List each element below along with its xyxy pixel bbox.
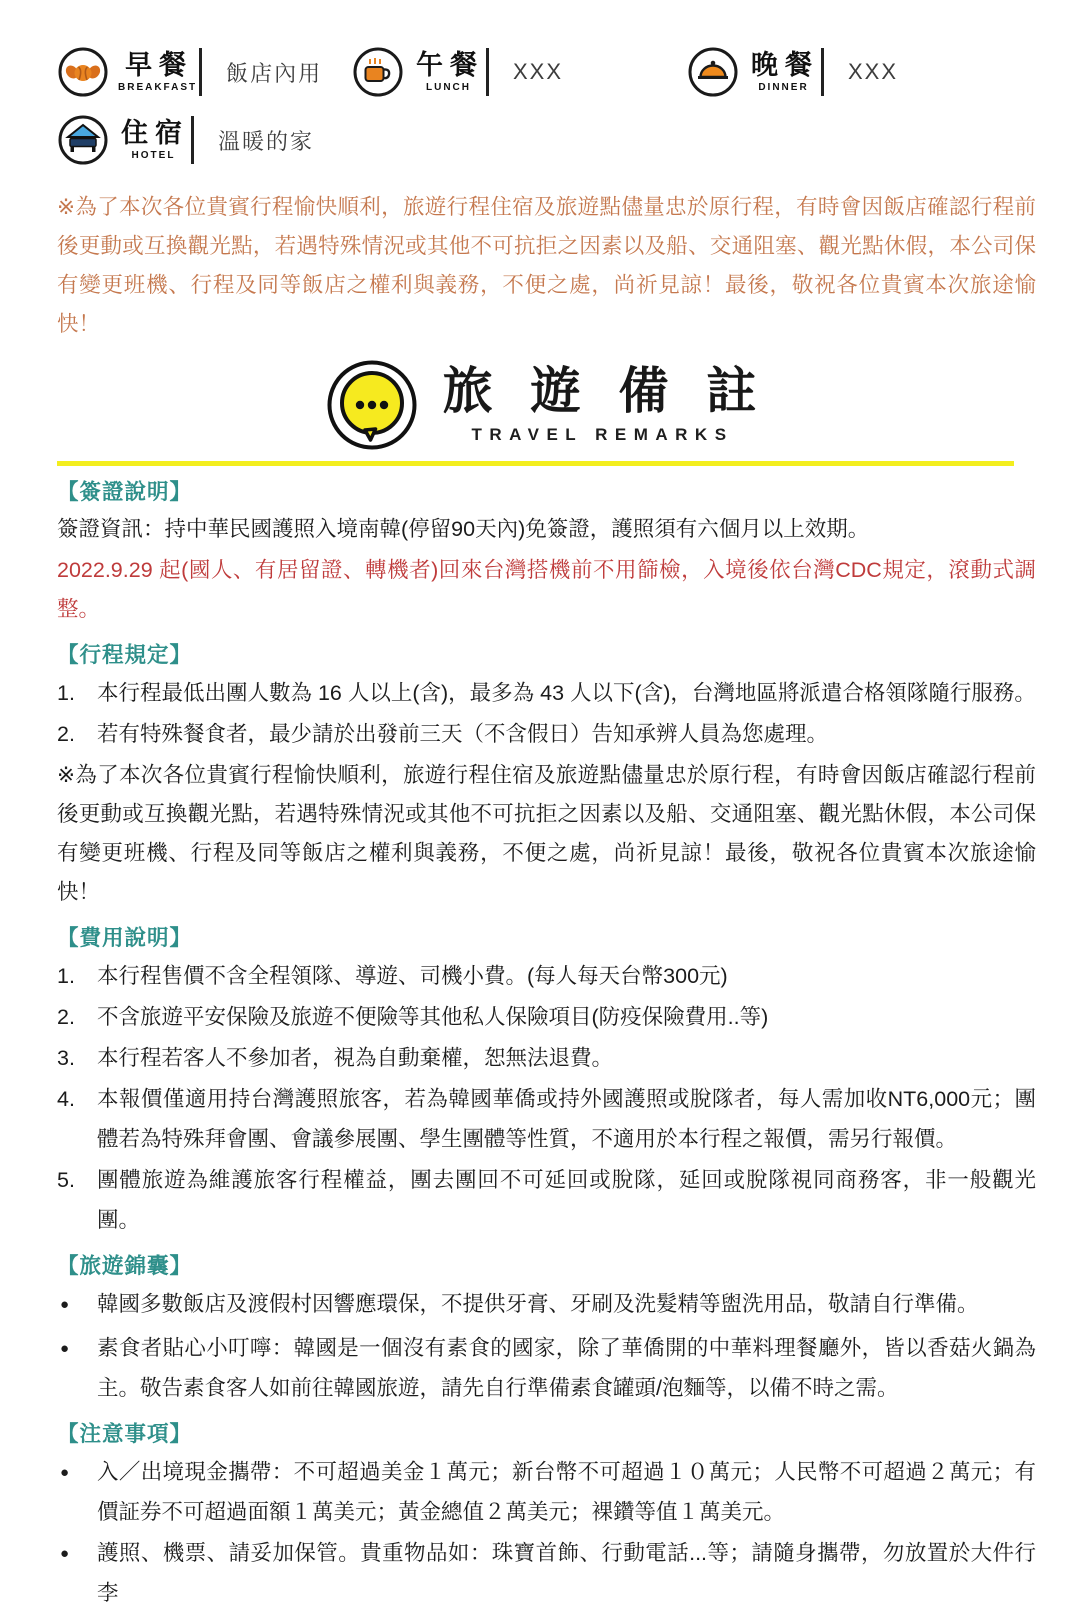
covid-note-text: 2022.9.29 起(國人、有居留證、轉機者)回來台灣搭機前不用篩檢，入境後依台灣CDC規定，滾動式調整。 xyxy=(57,558,1036,621)
meal-labels xyxy=(118,117,189,161)
divider xyxy=(191,116,194,164)
meal-value: 飯店內用 xyxy=(226,60,323,86)
bullet-icon xyxy=(57,1533,97,1613)
meal-row-1 xyxy=(57,46,1036,98)
meal-label-zh: 早餐 xyxy=(125,49,194,80)
item-number: 3. xyxy=(57,1046,75,1070)
item-text: 素食者貼心小叮嚀：韓國是一個沒有素食的國家，除了華僑開的中華料理餐廳外，皆以香菇火鍋為主。敬告素食客人如前往韓國旅遊，請先自行準備素食罐頭/泡麵等，以備不時之需。 xyxy=(97,1336,1036,1400)
visa-info-text: 簽證資訊：持中華民國護照入境南韓(停留90天內)免簽證，護照須有六個月以上效期。 xyxy=(57,517,870,541)
item-text: 本行程若客人不參加者，視為自動棄權，恕無法退費。 xyxy=(97,1046,614,1070)
item-text: 入／出境現金攜帶：不可超過美金１萬元；新台幣不可超過１０萬元；人民幣不可超過２萬元；有價証券不可超過面額１萬美元；黃金總值２萬美元；裸鑽等值１萬美元。 xyxy=(97,1460,1036,1524)
meal-label-en: LUNCH xyxy=(426,81,471,93)
section-heading-itinerary-rules: 【行程規定】 xyxy=(57,643,193,667)
yellow-divider-rule xyxy=(57,461,1014,466)
item-number: 2. xyxy=(57,1005,75,1029)
item-number: 2. xyxy=(57,722,75,746)
item-text: 本行程最低出團人數為 16 人以上(含)，最多為 43 人以下(含)，台灣地區將派遣合格領隊隨行服務。 xyxy=(97,681,1036,705)
numbered-list-item xyxy=(57,997,1036,1037)
meal-breakfast xyxy=(57,46,352,98)
item-text: 本報價僅適用持台灣護照旅客，若為韓國華僑或持外國護照或脫隊者，每人需加收NT6,000元；團體若為特殊拜會團、會議參展團、學生團體等性質，不適用於本行程之報價，需另行報價。 xyxy=(97,1087,1036,1151)
numbered-list-item xyxy=(57,714,1036,754)
coffee-cup-icon xyxy=(352,46,404,98)
divider xyxy=(821,48,824,96)
item-text: 不含旅遊平安保險及旅遊不便險等其他私人保險項目(防疫保險費用..等) xyxy=(97,1005,769,1029)
meal-value: 溫暖的家 xyxy=(218,128,315,154)
company-notice-black: ※為了本次各位貴賓行程愉快順利，旅遊行程住宿及旅遊點儘量忠於原行程，有時會因飯店確認行程前後更動或互換觀光點，若遇特殊情況或其他不可抗拒之因素以及船、交通阻塞、觀光點休假，本公司保有變更班機、行程及同等飯店之權利與義務，不便之處，尚祈見諒！最後，敬祝各位貴賓本次旅途愉快！ xyxy=(57,763,1036,904)
bullet-list-item xyxy=(57,1284,1036,1327)
cloche-icon xyxy=(687,46,739,98)
logo-title-zh: 旅 遊 備 註 xyxy=(442,363,769,420)
logo-title-en: TRAVEL REMARKS xyxy=(471,424,734,444)
item-text: 本行程售價不含全程領隊、導遊、司機小費。(每人每天台幣300元) xyxy=(97,964,728,988)
meal-value: XXX xyxy=(848,59,899,84)
section-heading-visa: 【簽證說明】 xyxy=(57,480,193,504)
bullet-icon xyxy=(57,1452,97,1532)
item-text: 護照、機票、請妥加保管。貴重物品如：珠寶首飾、行動電話...等；請隨身攜帶，勿放置於大件行李 xyxy=(97,1541,1036,1605)
item-number: 5. xyxy=(57,1168,75,1192)
tips-list xyxy=(57,1284,1036,1408)
meal-value: XXX xyxy=(513,59,564,84)
numbered-list-item xyxy=(57,673,1036,713)
company-notice-orange: ※為了本次各位貴賓行程愉快順利，旅遊行程住宿及旅遊點儘量忠於原行程，有時會因飯店確認行程前後更動或互換觀光點，若遇特殊情況或其他不可抗拒之因素以及船、交通阻塞、觀光點休假，本公司保有變更班機、行程及同等飯店之權利與義務，不便之處，尚祈見諒！最後，敬祝各位貴賓本次旅途愉快！ xyxy=(57,195,1036,336)
meal-row-2 xyxy=(57,114,1036,166)
travel-remarks-logo xyxy=(325,358,769,452)
item-text: 團體旅遊為維護旅客行程權益，團去團回不可延回或脫隊，延回或脫隊視同商務客，非一般觀光團。 xyxy=(97,1168,1036,1232)
item-text: 若有特殊餐食者，最少請於出發前三天（不含假日）告知承辨人員為您處理。 xyxy=(97,722,829,746)
bullet-icon xyxy=(57,1328,97,1408)
logo-text xyxy=(437,365,769,445)
speech-bubble-icon xyxy=(325,358,419,452)
meal-labels xyxy=(118,49,198,93)
fees-list xyxy=(57,956,1036,1240)
item-text: 韓國多數飯店及渡假村因響應環保，不提供牙膏、牙刷及洗髮精等盥洗用品，敬請自行準備。 xyxy=(97,1292,979,1316)
numbered-list-item xyxy=(57,956,1036,996)
bullet-icon xyxy=(57,1284,97,1327)
numbered-list-item xyxy=(57,1079,1036,1159)
meal-label-zh: 晚餐 xyxy=(751,49,819,80)
logo-wrap xyxy=(57,358,1036,452)
meal-dinner xyxy=(687,46,898,98)
bullet-list-item xyxy=(57,1328,1036,1408)
meal-labels xyxy=(748,49,819,93)
itinerary-rules-list xyxy=(57,673,1036,754)
divider xyxy=(486,48,489,96)
section-heading-tips: 【旅遊錦囊】 xyxy=(57,1254,193,1278)
divider xyxy=(199,48,202,96)
meal-label-en: HOTEL xyxy=(131,149,176,161)
bed-icon xyxy=(57,114,109,166)
meal-hotel xyxy=(57,114,352,166)
meal-lunch xyxy=(352,46,687,98)
bullet-list-item xyxy=(57,1452,1036,1532)
meal-labels xyxy=(413,49,484,93)
meal-label-zh: 午餐 xyxy=(416,49,484,80)
bullet-list-item xyxy=(57,1533,1036,1613)
croissant-icon xyxy=(57,46,109,98)
numbered-list-item xyxy=(57,1160,1036,1240)
item-number: 1. xyxy=(57,964,75,988)
notes-list xyxy=(57,1452,1036,1613)
item-number: 1. xyxy=(57,681,75,705)
meal-label-en: BREAKFAST xyxy=(118,81,198,93)
meal-label-en: DINNER xyxy=(758,81,809,93)
meal-label-zh: 住宿 xyxy=(121,117,189,148)
section-heading-fees: 【費用說明】 xyxy=(57,926,193,950)
section-heading-notes: 【注意事項】 xyxy=(57,1422,193,1446)
numbered-list-item xyxy=(57,1038,1036,1078)
item-number: 4. xyxy=(57,1087,75,1111)
